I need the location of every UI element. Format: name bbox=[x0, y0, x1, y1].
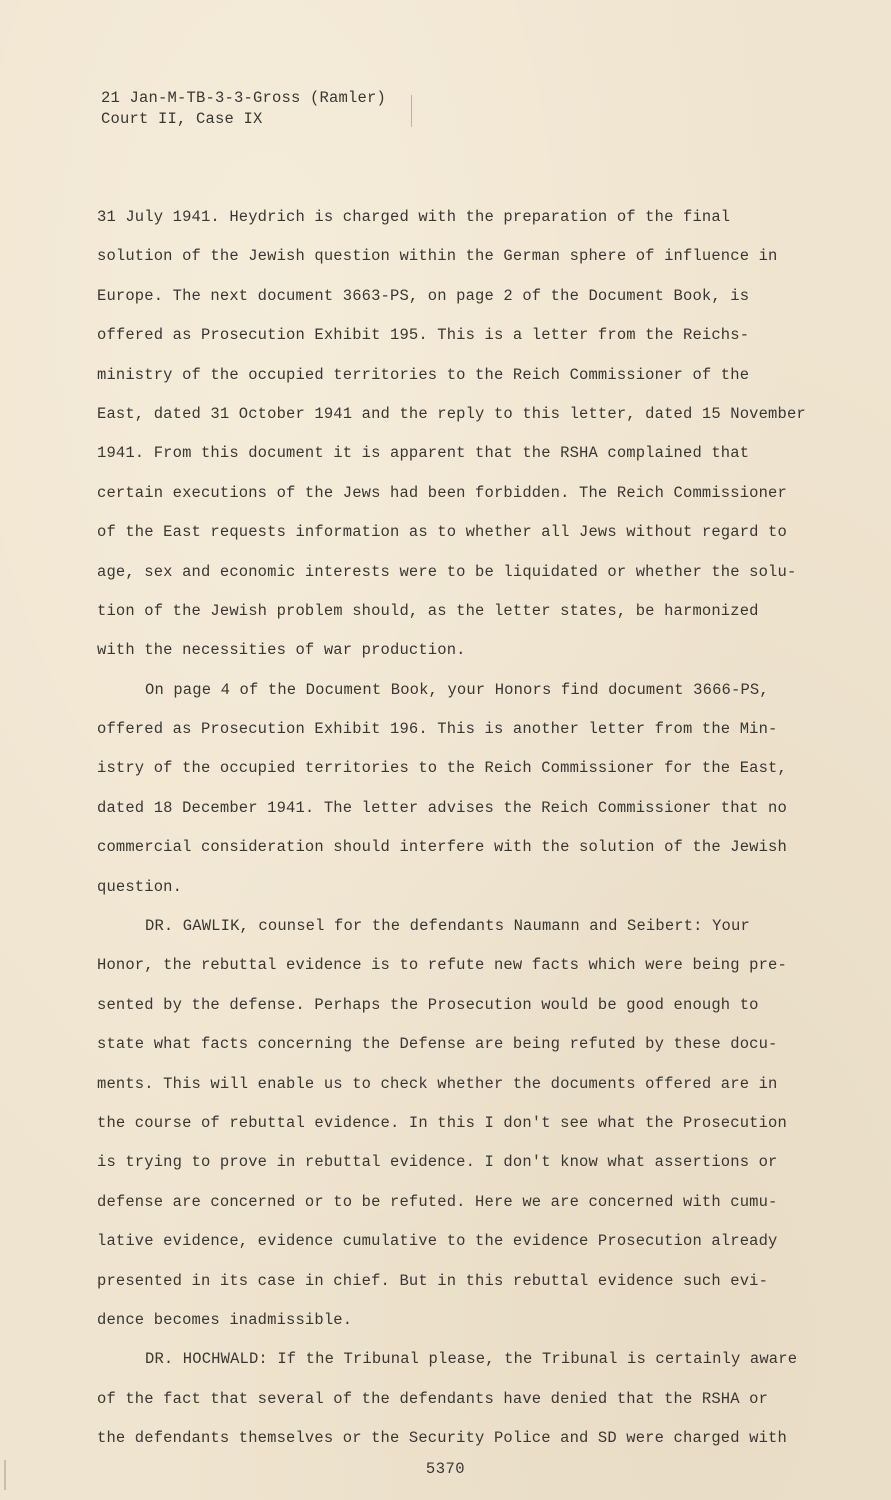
text-line: Europe. The next document 3663-PS, on page 2 of the Document Book, is bbox=[97, 286, 750, 305]
text-line: DR. GAWLIK, counsel for the defendants Naumann and Seibert: Your bbox=[145, 917, 750, 936]
text-line: offered as Prosecution Exhibit 195. This is a letter from the Reichs- bbox=[97, 326, 750, 345]
text-line: offered as Prosecution Exhibit 196. This is another letter from the Min- bbox=[97, 720, 778, 739]
text-line: 1941. From this document it is apparent that the RSHA complained that bbox=[97, 444, 750, 463]
text-line: of the East requests information as to whether all Jews without regard to bbox=[97, 523, 787, 542]
text-line: the course of rebuttal evidence. In this I don't see what the Prosecution bbox=[97, 1113, 787, 1132]
text-line: ments. This will enable us to check whether the documents offered are in bbox=[97, 1074, 778, 1093]
header-reference: 21 Jan-M-TB-3-3-Gross (Ramler) bbox=[101, 89, 387, 107]
text-line: istry of the occupied territories to the Reich Commissioner for the East, bbox=[97, 759, 787, 778]
text-line: age, sex and economic interests were to be liquidated or whether the solu- bbox=[97, 562, 797, 581]
margin-mark bbox=[411, 95, 412, 127]
text-line: commercial consideration should interfere with the solution of the Jewish bbox=[97, 838, 787, 857]
document-header bbox=[101, 88, 386, 130]
text-line: solution of the Jewish question within the German sphere of influence in bbox=[97, 247, 778, 266]
text-line: tion of the Jewish problem should, as the letter states, be harmonized bbox=[97, 601, 759, 620]
text-line: with the necessities of war production. bbox=[97, 641, 466, 660]
text-line: certain executions of the Jews had been forbidden. The Reich Commissioner bbox=[97, 483, 787, 502]
edge-mark bbox=[4, 1460, 6, 1490]
text-line: dated 18 December 1941. The letter advises the Reich Commissioner that no bbox=[97, 798, 787, 817]
text-line: East, dated 31 October 1941 and the reply to this letter, dated 15 November bbox=[97, 404, 806, 423]
text-line: DR. HOCHWALD: If the Tribunal please, the Tribunal is certainly aware bbox=[145, 1350, 798, 1369]
text-line: dence becomes inadmissible. bbox=[97, 1310, 353, 1329]
text-line: 31 July 1941. Heydrich is charged with the preparation of the final bbox=[97, 208, 731, 226]
text-line: of the fact that several of the defendants have denied that the RSHA or bbox=[97, 1389, 769, 1408]
text-line: ministry of the occupied territories to the Reich Commissioner of the bbox=[97, 365, 750, 384]
text-line: is trying to prove in rebuttal evidence. I don't know what assertions or bbox=[97, 1153, 778, 1172]
page-number: 5370 bbox=[425, 1460, 466, 1478]
text-line: the defendants themselves or the Security Police and SD were charged with bbox=[97, 1429, 787, 1448]
text-line: question. bbox=[97, 877, 183, 896]
text-line: Honor, the rebuttal evidence is to refute new facts which were being pre- bbox=[97, 956, 787, 975]
header-court-case: Court II, Case IX bbox=[101, 110, 263, 128]
text-line: defense are concerned or to be refuted. Here we are concerned with cumu- bbox=[97, 1192, 778, 1211]
text-line: lative evidence, evidence cumulative to the evidence Prosecution already bbox=[97, 1232, 778, 1251]
text-line: sented by the defense. Perhaps the Prosecution would be good enough to bbox=[97, 995, 759, 1014]
text-line: state what facts concerning the Defense are being refuted by these docu- bbox=[97, 1035, 778, 1054]
transcript-body bbox=[97, 198, 837, 1459]
text-line: On page 4 of the Document Book, your Honors find document 3666-PS, bbox=[145, 680, 769, 699]
text-line: presented in its case in chief. But in this rebuttal evidence such evi- bbox=[97, 1271, 769, 1290]
